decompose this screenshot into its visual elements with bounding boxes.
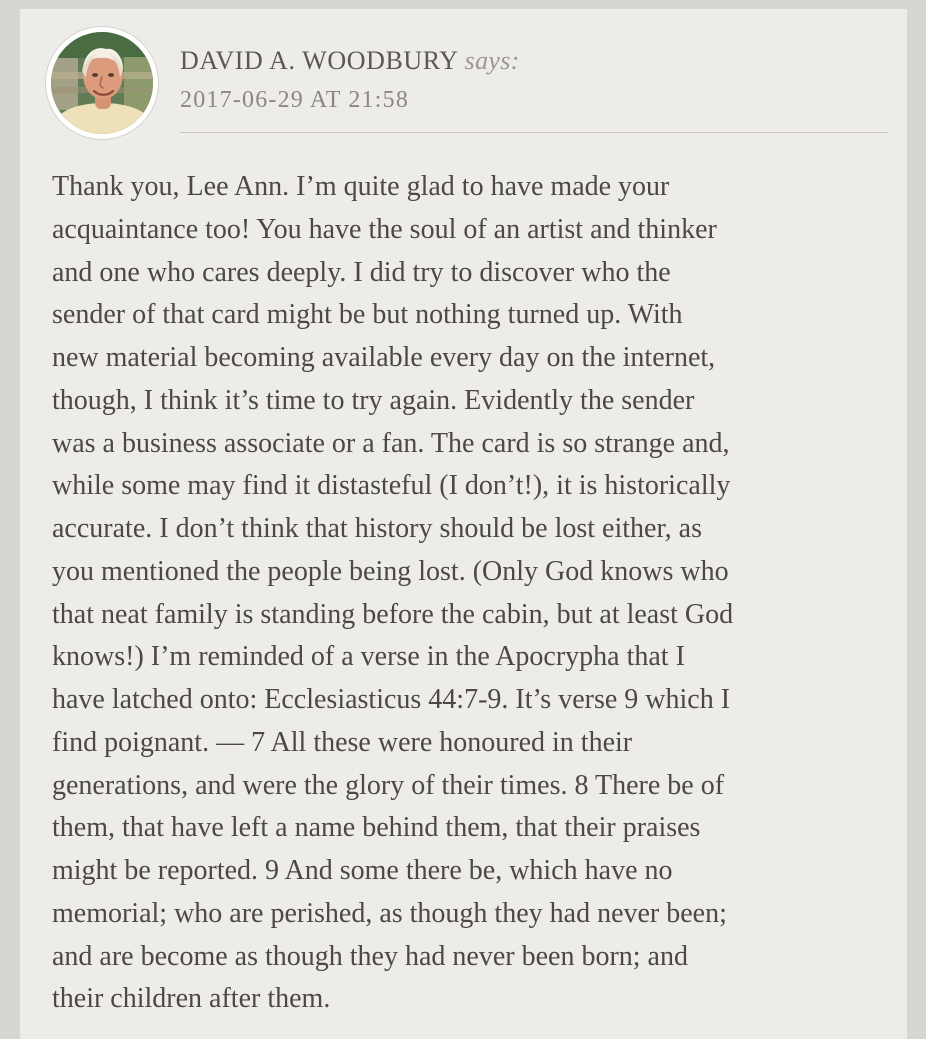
comment-text-line: accurate. I don’t think that history should be lost either, as xyxy=(52,513,702,544)
comment-text-line: generations, and were the glory of their times. 8 There be of xyxy=(52,769,725,801)
comment-text-line: them, that have left a name behind them, that their praises xyxy=(52,812,701,844)
avatar[interactable] xyxy=(46,27,158,139)
comment-text-line: find poignant. — 7 All these were honoured in their xyxy=(52,726,633,758)
comment-text-line: you mentioned the people being lost. (Only God knows who xyxy=(52,555,729,587)
comment-text-line: acquaintance too! You have the soul of an artist and thinker xyxy=(52,213,717,245)
comment-text-line: that neat family is standing before the cabin, but at least God xyxy=(52,598,734,630)
comment-text-line: might be reported. 9 And some there be, which have no xyxy=(52,855,673,886)
says-label: says: xyxy=(464,46,520,75)
comment-text-line: their children after them. xyxy=(52,983,331,1015)
comment-text-line: have latched onto: Ecclesiasticus 44:7-9. It’s verse 9 which I xyxy=(52,684,731,715)
comment-text-line: and one who cares deeply. I did try to discover who the xyxy=(52,256,671,288)
author-avatar-photo xyxy=(51,32,153,134)
comment-text-line: Thank you, Lee Ann. I’m quite glad to have made your xyxy=(52,171,670,202)
comment-text-line: new material becoming available every day on the internet, xyxy=(52,342,716,373)
comment-text-line: was a business associate or a fan. The card is so strange and, xyxy=(52,427,730,459)
comment-meta xyxy=(180,45,888,133)
author-line xyxy=(180,45,888,77)
comment-text-line: though, I think it’s time to try again. Evidently the sender xyxy=(52,384,695,416)
comment-card xyxy=(20,9,907,1039)
comment-body xyxy=(52,166,887,1021)
comment-text-line: sender of that card might be but nothing turned up. With xyxy=(52,299,683,331)
comment-text-line: knows!) I’m reminded of a verse in the Apocrypha that I xyxy=(52,641,685,673)
comment-text-line: and are become as though they had never been born; and xyxy=(52,940,688,972)
comment-text-line: while some may find it distasteful (I don’t!), it is historically xyxy=(52,470,731,502)
author-name[interactable]: DAVID A. WOODBURY xyxy=(180,46,459,75)
comment-date[interactable]: 2017-06-29 AT 21:58 xyxy=(180,87,410,113)
comment-text-line: memorial; who are perished, as though they had never been; xyxy=(52,897,727,929)
